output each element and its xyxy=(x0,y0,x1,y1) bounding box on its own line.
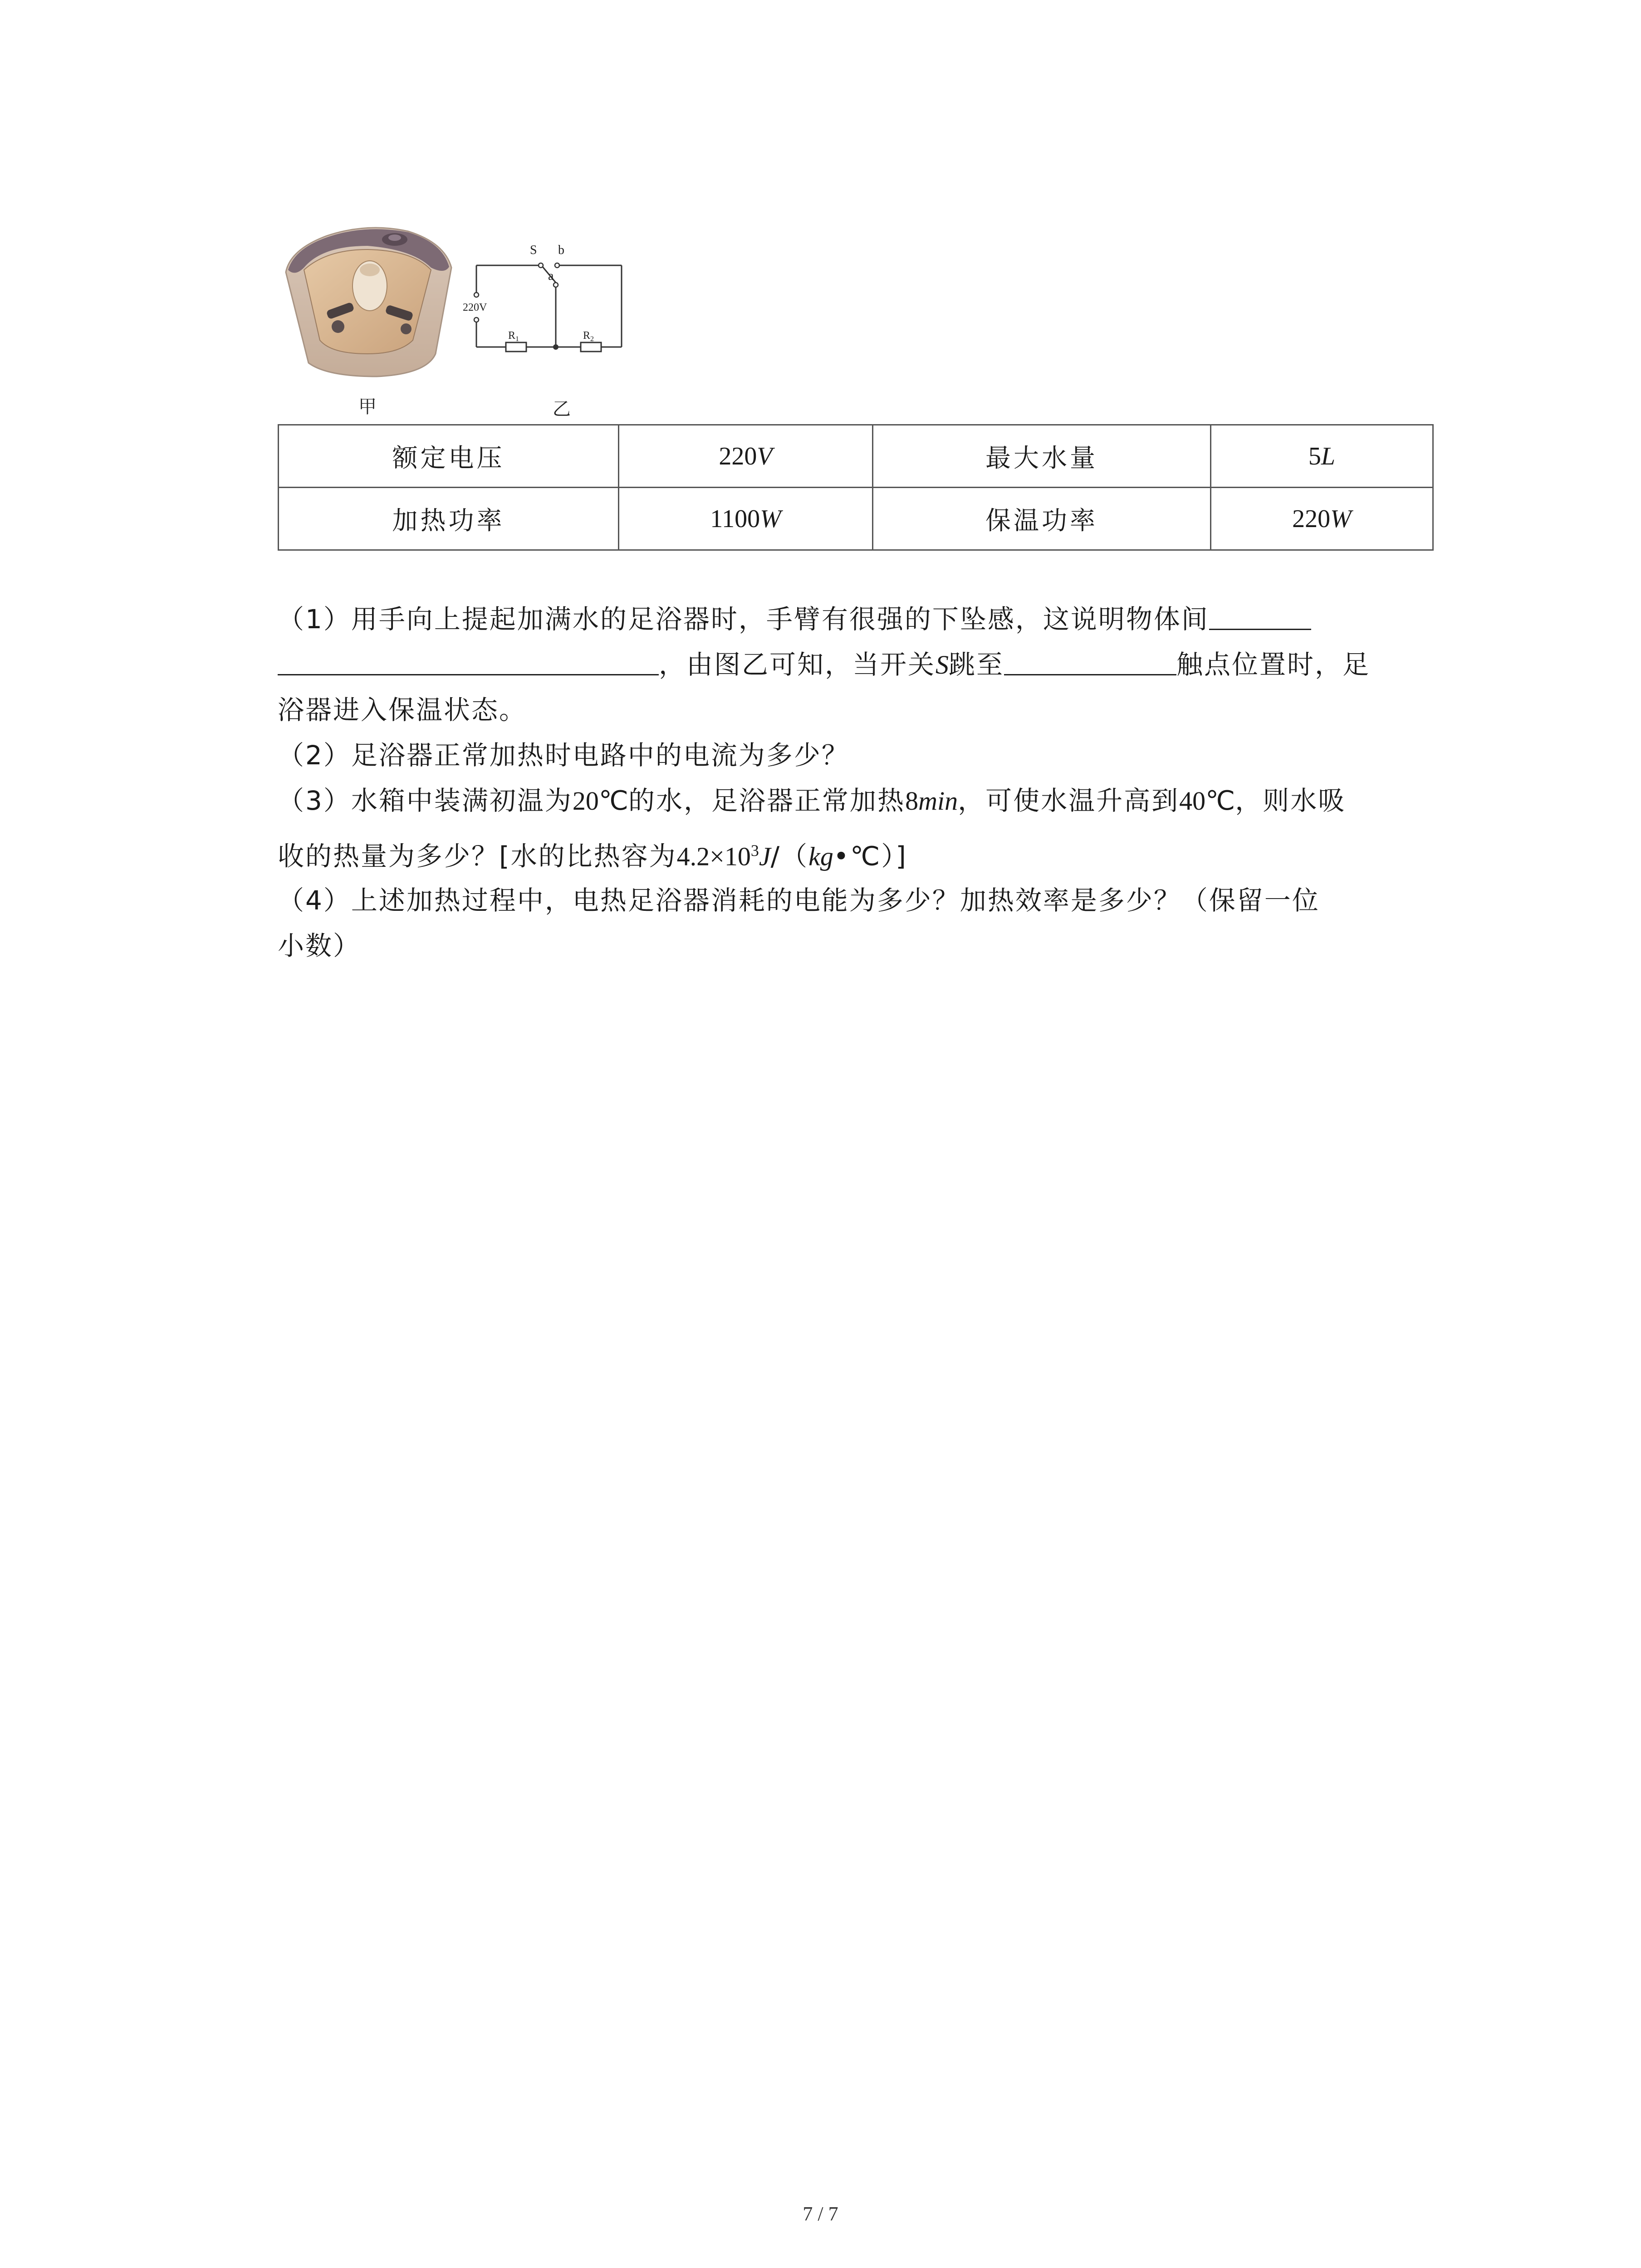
figure-jia-caption: 甲 xyxy=(358,396,377,417)
question-2: （2）足浴器正常加热时电路中的电流为多少？ xyxy=(278,740,849,771)
question-1-line-2: ，由图乙可知，当开关S跳至 触点位置时，足 xyxy=(278,642,1432,688)
question-4-line-2: 小数） xyxy=(278,930,361,961)
answer-blank-3[interactable] xyxy=(1004,647,1176,675)
resistor-r2 xyxy=(581,342,601,352)
circuit-diagram xyxy=(463,238,635,370)
foot-bath-photo xyxy=(277,218,458,386)
question-3-line-1: （3）水箱中装满初温为20℃的水，足浴器正常加热8min，可使水温升高到40℃，则水吸 xyxy=(278,785,1346,816)
rated-voltage-label: 额定电压 xyxy=(279,425,619,488)
r1-label: $R_1$ xyxy=(508,330,519,343)
figure-yi-caption: 乙 xyxy=(553,399,571,420)
question-1-line-1: （1）用手向上提起加满水的足浴器时，手臂有很强的下坠感，这说明物体间 xyxy=(278,596,1432,642)
voltage-label: 220V xyxy=(463,302,487,313)
heating-power-value: 1100W xyxy=(619,488,873,550)
table-row xyxy=(279,425,1433,488)
question-1-line-3: 浴器进入保温状态。 xyxy=(278,694,527,725)
spec-table xyxy=(278,424,1434,551)
page-number: 7 / 7 xyxy=(803,2203,838,2225)
question-3-line-2: 收的热量为多少？[水的比热容为$4.2\times 10^3J/(kg•℃)$] xyxy=(278,841,907,872)
answer-blank-2[interactable] xyxy=(278,647,659,675)
table-row xyxy=(279,488,1433,550)
max-water-label: 最大水量 xyxy=(873,425,1211,488)
answer-blank-1[interactable] xyxy=(1209,601,1311,630)
contact-b-label: b xyxy=(558,243,564,257)
switch-label: S xyxy=(530,243,537,257)
max-water-value: 5L xyxy=(1211,425,1433,488)
heating-power-label: 加热功率 xyxy=(279,488,619,550)
rated-voltage-value: 220V xyxy=(619,425,873,488)
resistor-r1 xyxy=(506,342,526,352)
r2-label: $R_2$ xyxy=(583,330,594,343)
question-4-line-1: （4）上述加热过程中，电热足浴器消耗的电能为多少？加热效率是多少？（保留一位 xyxy=(278,885,1320,916)
keep-warm-power-value: 220W xyxy=(1211,488,1433,550)
contact-a-label: a xyxy=(548,269,554,283)
keep-warm-power-label: 保温功率 xyxy=(873,488,1211,550)
